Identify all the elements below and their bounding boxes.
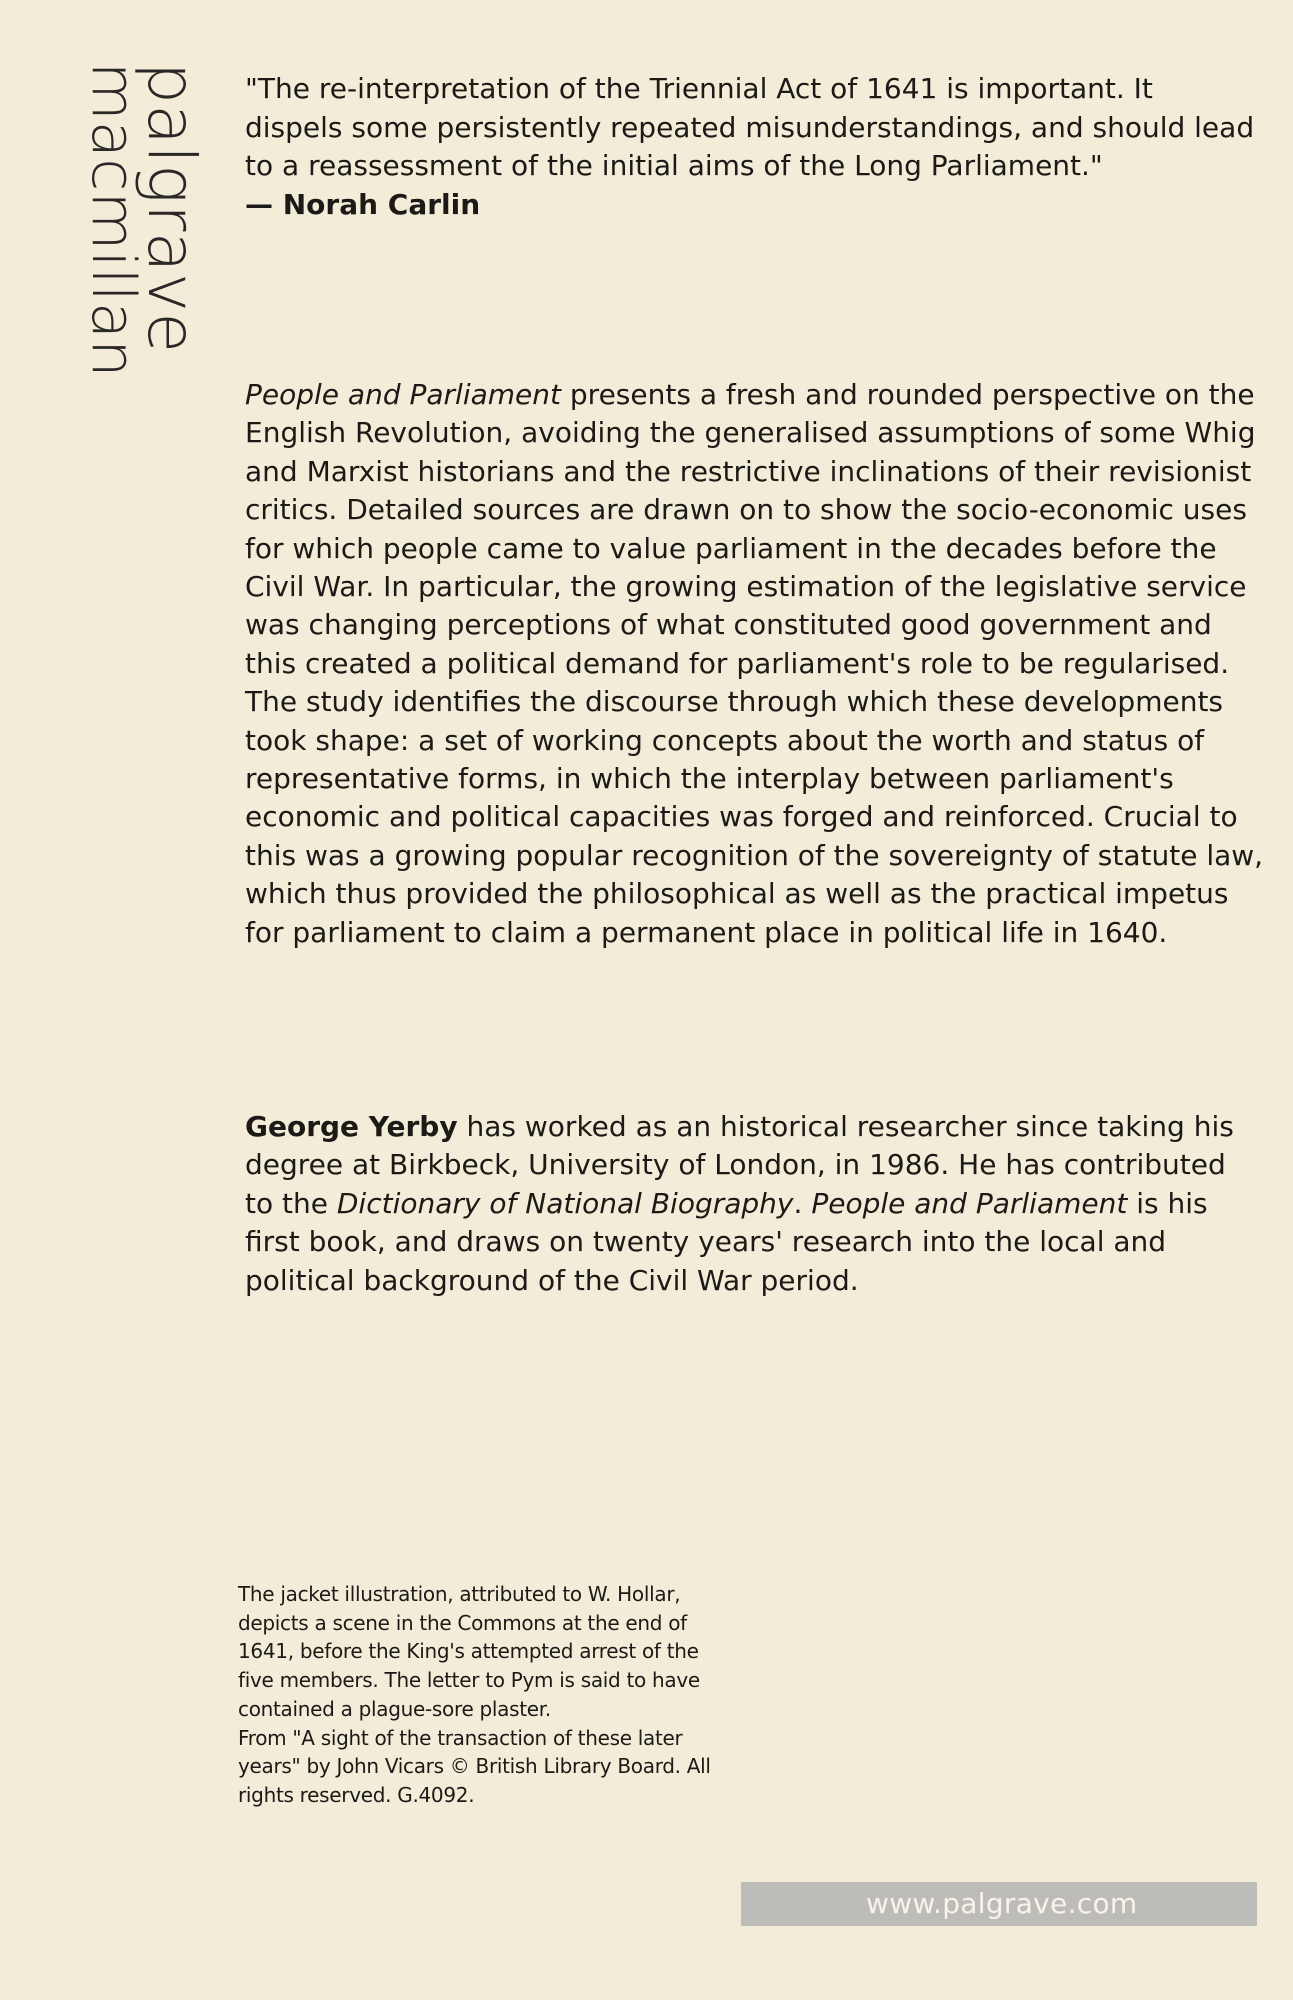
publisher-logo <box>70 62 210 378</box>
description-paragraph <box>245 376 1265 952</box>
bio-text-1: has worked as an historical researcher since taking his degree at Birkbeck, University of London, in 1986. He has contributed to the <box>245 1110 1234 1220</box>
logo-word-macmillan: macmillan <box>78 62 148 378</box>
author-name: George Yerby <box>245 1110 458 1143</box>
bio-paragraph <box>245 1108 1255 1300</box>
credit-source: From "A sight of the transaction of these later years" by John Vicars © British Library Board. All rights reserved. G.4092. <box>238 1725 711 1807</box>
book-description <box>245 376 1265 952</box>
credit-text: The jacket illustration, attributed to W. Hollar, depicts a scene in the Commons at the end of 1641, before the King's attempted arrest of the five members. The letter to Pym is said to have contained a plague-sore plaster. <box>238 1582 700 1721</box>
bio-text-2: is his first book, and draws on twenty years' research into the local and political background of the Civil War period. <box>245 1186 1208 1297</box>
bio-book-title: People and Parliament <box>811 1186 1128 1220</box>
bio-dnb-title: Dictionary of National Biography <box>336 1186 794 1220</box>
quote-text: "The re-interpretation of the Triennial Act of 1641 is important. It dispels some persistently repeated misunderstandings, and should lead to a reassessment of the initial aims of the Long Parliament." <box>245 72 1255 182</box>
logo-word-palgrave: palgrave <box>133 62 210 354</box>
description-text: presents a fresh and rounded perspective on the English Revolution, avoiding the generalised assumptions of some Whig and Marxist historians and the restrictive inclinations of their revisionist critics. Detailed sources are drawn on to show the socio-economic uses for which people came to value parliament in the decades before the Civil War. In particular, the growing estimation of the legislative service was changing perceptions of what constituted good government and this created a political demand for parliament's role to be regularised. The study identifies the discourse through which these developments took shape: a set of working concepts about the worth and status of representative forms, in which the interplay between parliament's economic and political capacities was forged and reinforced. Crucial to this was a growing popular recognition of the sovereignty of statute law, which thus provided the philosophical as well as the practical impetus for parliament to claim a permanent place in political life in 1640. <box>245 378 1264 949</box>
quote-attribution: — Norah Carlin <box>245 187 481 221</box>
bio-separator: . <box>793 1186 812 1220</box>
review-quote <box>245 70 1255 224</box>
author-bio <box>245 1108 1255 1300</box>
description-book-title: People and Parliament <box>245 378 561 411</box>
jacket-illustration-credit <box>238 1580 738 1810</box>
website-url: www.palgrave.com <box>741 1882 1257 1926</box>
